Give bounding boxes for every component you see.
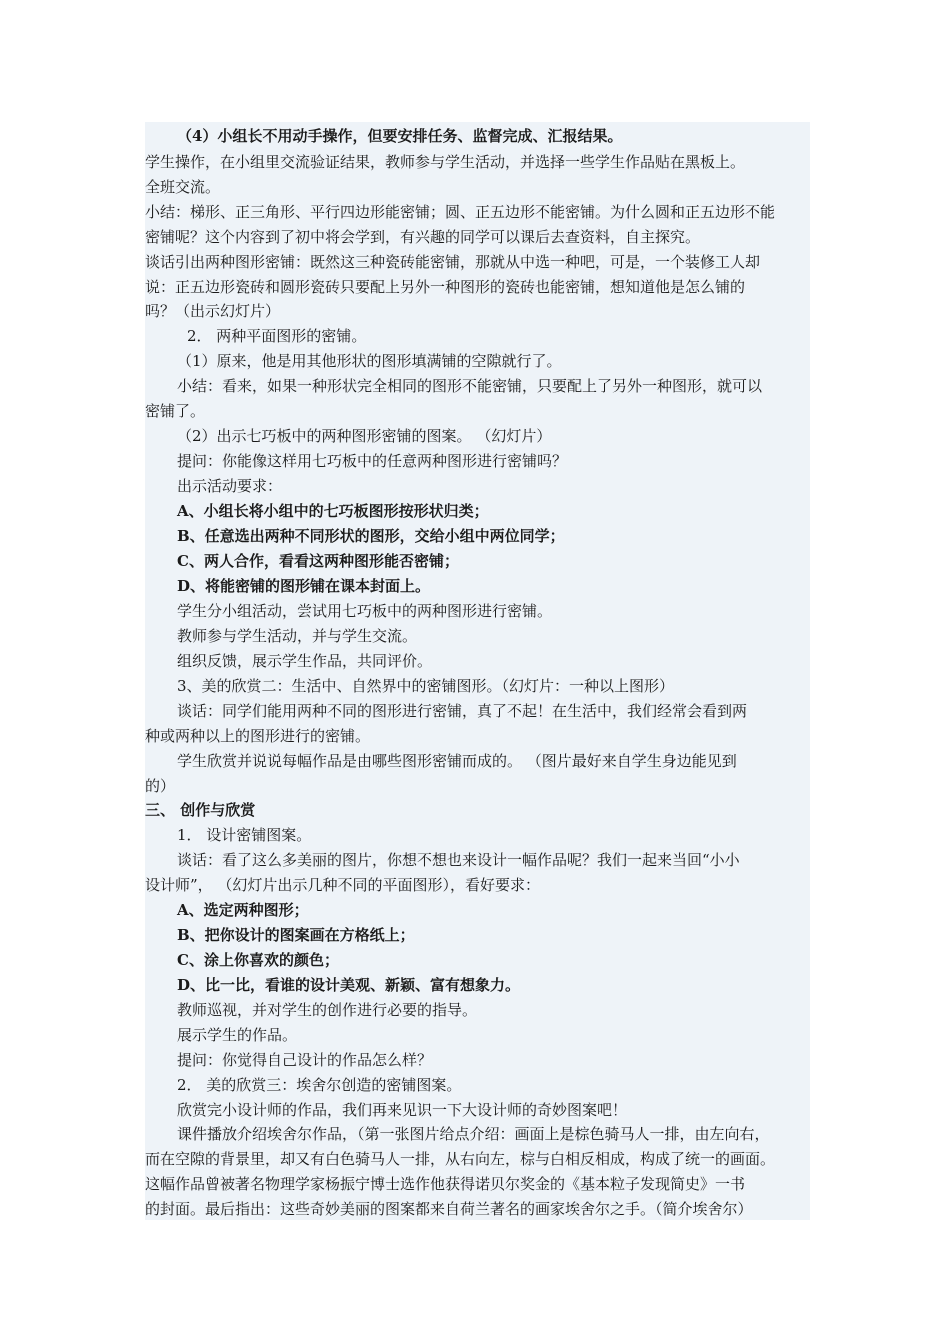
text-line: 小结：梯形、正三角形、平行四边形能密铺；圆、正五边形不能密铺。为什么圆和正五边形不能 bbox=[145, 203, 776, 221]
text-line: 的封面。最后指出：这些奇妙美丽的图案都来自荷兰著名的画家埃舍尔之手。（简介埃舍尔） bbox=[145, 1200, 753, 1218]
section-heading: 2． 两种平面图形的密铺。 bbox=[187, 327, 367, 345]
text-line: 谈话引出两种图形密铺：既然这三种瓷砖能密铺，那就从中选一种吧，可是，一个装修工人却 bbox=[145, 253, 761, 271]
text-line: 组织反馈，展示学生作品，共同评价。 bbox=[177, 652, 433, 670]
activity-requirement: C、两人合作，看看这两种图形能否密铺； bbox=[177, 552, 459, 570]
text-line: 提问：你能像这样用七巧板中的任意两种图形进行密铺吗？ bbox=[177, 452, 568, 470]
section-heading: 1． 设计密铺图案。 bbox=[177, 826, 312, 844]
text-line: 密铺呢？这个内容到了初中将会学到，有兴趣的同学可以课后去查资料，自主探究。 bbox=[145, 228, 701, 246]
text-line: 小结：看来，如果一种形状完全相同的图形不能密铺，只要配上了另外一种图形，就可以 bbox=[177, 377, 763, 395]
text-line: 这幅作品曾被著名物理学家杨振宁博士选作他获得诺贝尔奖金的《基本粒子发现简史》一书 bbox=[145, 1175, 746, 1193]
text-line: （2）出示七巧板中的两种图形密铺的图案。 （幻灯片） bbox=[177, 427, 552, 445]
text-line: 课件播放介绍埃舍尔作品，（第一张图片给点介绍：画面上是棕色骑马人一排，由左向右， bbox=[177, 1125, 770, 1143]
chapter-heading: 三、 创作与欣赏 bbox=[145, 801, 256, 819]
text-line: 展示学生的作品。 bbox=[177, 1026, 298, 1044]
text-line: 提问：你觉得自己设计的作品怎么样？ bbox=[177, 1051, 433, 1069]
design-requirement: B、把你设计的图案画在方格纸上； bbox=[177, 926, 415, 944]
activity-requirement: D、将能密铺的图形铺在课本封面上。 bbox=[177, 577, 431, 595]
text-line: 欣赏完小设计师的作品，我们再来见识一下大设计师的奇妙图案吧！ bbox=[177, 1101, 628, 1119]
activity-requirement: A、小组长将小组中的七巧板图形按形状归类； bbox=[177, 502, 489, 520]
text-line: 出示活动要求： bbox=[177, 477, 283, 495]
design-requirement: D、比一比，看谁的设计美观、新颖、富有想象力。 bbox=[177, 976, 521, 994]
document-page bbox=[145, 122, 810, 1220]
text-line: 设计师”， （幻灯片出示几种不同的平面图形），看好要求： bbox=[145, 876, 540, 894]
text-line: 说：正五边形瓷砖和圆形瓷砖只要配上另外一种图形的瓷砖也能密铺，想知道他是怎么铺的 bbox=[145, 278, 746, 296]
text-line: 谈话：同学们能用两种不同的图形进行密铺，真了不起！在生活中，我们经常会看到两 bbox=[177, 702, 748, 720]
design-requirement: C、涂上你喜欢的颜色； bbox=[177, 951, 339, 969]
section-heading: 2． 美的欣赏三：埃舍尔创造的密铺图案。 bbox=[177, 1076, 462, 1094]
text-line: 教师参与学生活动，并与学生交流。 bbox=[177, 627, 418, 645]
activity-requirement: B、任意选出两种不同形状的图形，交给小组中两位同学； bbox=[177, 527, 565, 545]
text-line: 的） bbox=[145, 777, 176, 795]
design-requirement: A、选定两种图形； bbox=[177, 901, 309, 919]
text-line: 学生分小组活动，尝试用七巧板中的两种图形进行密铺。 bbox=[177, 602, 553, 620]
text-line: 吗？（出示幻灯片） bbox=[145, 302, 281, 320]
text-line: 学生操作，在小组里交流验证结果，教师参与学生活动，并选择一些学生作品贴在黑板上。 bbox=[145, 153, 746, 171]
text-line: 而在空隙的背景里，却又有白色骑马人一排，从右向左，棕与白相反相成，构成了统一的画面。 bbox=[145, 1150, 776, 1168]
text-line: 密铺了。 bbox=[145, 402, 206, 420]
text-line: 种或两种以上的图形进行的密铺。 bbox=[145, 727, 371, 745]
text-line: 教师巡视，并对学生的创作进行必要的指导。 bbox=[177, 1001, 478, 1019]
text-line: 谈话：看了这么多美丽的图片，你想不想也来设计一幅作品呢？我们一起来当回“小小 bbox=[177, 851, 740, 869]
text-line: 全班交流。 bbox=[145, 178, 221, 196]
text-line: （4）小组长不用动手操作，但要安排任务、监督完成、汇报结果。 bbox=[177, 127, 623, 145]
text-line: 学生欣赏并说说每幅作品是由哪些图形密铺而成的。 （图片最好来自学生身边能见到 bbox=[177, 752, 737, 770]
text-line: （1）原来，他是用其他形状的图形填满铺的空隙就行了。 bbox=[177, 352, 562, 370]
section-heading: 3、美的欣赏二：生活中、自然界中的密铺图形。（幻灯片：一种以上图形） bbox=[177, 677, 675, 695]
